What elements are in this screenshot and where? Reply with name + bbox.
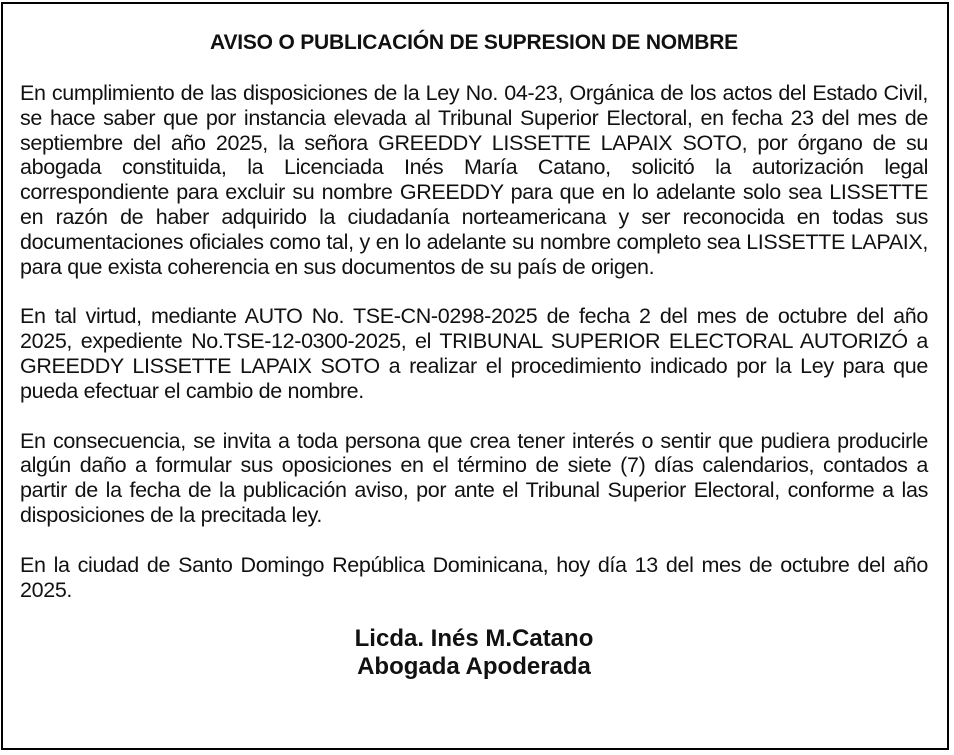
signature-name: Licda. Inés M.Catano bbox=[354, 625, 594, 653]
paragraph-opposition-invitation: En consecuencia, se invita a toda persona que crea tener interés o sentir que pudiera producirle algún daño a formular sus oposiciones en el término de siete (7) días calendarios, contados a partir de la fecha de la publicación aviso, por ante el Tribunal Superior Electoral, conforme a las disposiciones de la precitada ley. bbox=[20, 428, 928, 527]
paragraph-petition: En cumplimiento de las disposiciones de la Ley No. 04-23, Orgánica de los actos del Estado Civil, se hace saber que por instancia elevada al Tribunal Superior Electoral, en fecha 23 del mes de septiembre del año 2025, la señora GREEDDY LISSETTE LAPAIX SOTO, por órgano de su abogada constituida, la Licenciada Inés María Catano, solicitó la autorización legal correspondiente para excluir su nombre GREEDDY para que en lo adelante solo sea LISSETTE en razón de haber adquirido la ciudadanía norteamericana y ser reconocida en todas sus documentaciones oficiales como tal, y en lo adelante su nombre completo sea LISSETTE LAPAIX, para que exista coherencia en sus documentos de su país de origen. bbox=[20, 81, 928, 279]
signature-block bbox=[20, 625, 928, 681]
signature-role: Abogada Apoderada bbox=[357, 653, 591, 681]
paragraph-authorization: En tal virtud, mediante AUTO No. TSE-CN-0298-2025 de fecha 2 del mes de octubre del año 2025, expediente No.TSE-12-0300-2025, el TRIBUNAL SUPERIOR ELECTORAL AUTORIZÓ a GREEDDY LISSETTE LAPAIX SOTO a realizar el procedimiento indicado por la Ley para que pueda efectuar el cambio de nombre. bbox=[20, 304, 928, 403]
notice-content bbox=[20, 30, 928, 681]
notice-title: AVISO O PUBLICACIÓN DE SUPRESION DE NOMBRE bbox=[210, 31, 738, 54]
paragraph-place-date: En la ciudad de Santo Domingo República Dominicana, hoy día 13 del mes de octubre del año 2025. bbox=[20, 552, 928, 602]
